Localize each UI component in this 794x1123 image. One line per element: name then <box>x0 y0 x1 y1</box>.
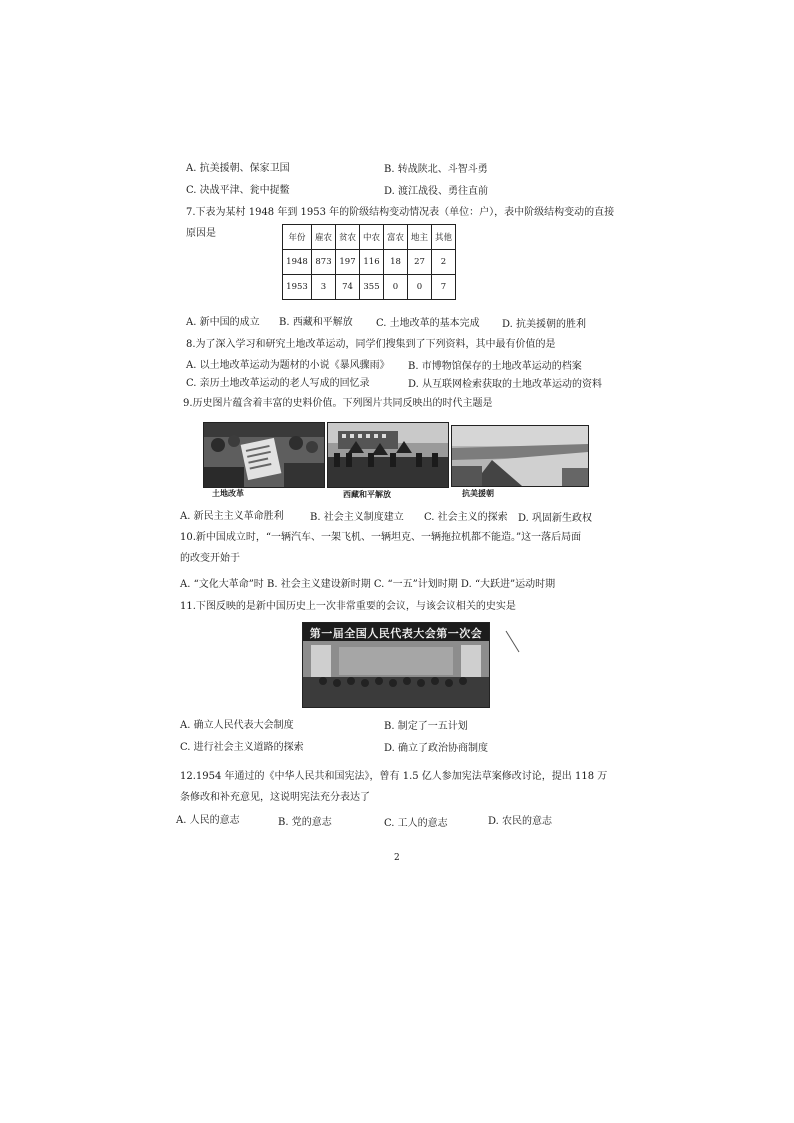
table-header-cell: 富农 <box>384 225 408 250</box>
table-header-cell: 中农 <box>360 225 384 250</box>
table-cell: 74 <box>336 275 360 300</box>
resist-us-aid-korea-photo <box>451 425 589 487</box>
q11-option-c: C. 进行社会主义道路的探索 <box>180 742 304 753</box>
table-cell: 1948 <box>283 250 312 275</box>
table-header-cell: 贫农 <box>336 225 360 250</box>
q11-option-d: D. 确立了政治协商制度 <box>384 743 489 754</box>
table-header-cell: 雇农 <box>312 225 336 250</box>
q11-option-a: A. 确立人民代表大会制度 <box>180 720 294 731</box>
table-header-row <box>283 225 456 250</box>
q7-option-d: D. 抗美援朝的胜利 <box>502 319 587 330</box>
class-structure-table <box>282 224 456 300</box>
table-cell: 116 <box>360 250 384 275</box>
q9-option-b: B. 社会主义制度建立 <box>310 512 404 523</box>
table-cell: 3 <box>312 275 336 300</box>
q8-option-c: C. 亲历土地改革运动的老人写成的回忆录 <box>186 378 370 389</box>
q12-option-b: B. 党的意志 <box>278 817 332 828</box>
q12-stem-line1: 12.1954 年通过的《中华人民共和国宪法》，曾有 1.5 亿人参加宪法草案修改讨论，提出 118 万 <box>180 771 608 782</box>
q11-option-b: B. 制定了一五计划 <box>384 721 468 732</box>
resist-us-aid-korea-illustration <box>452 426 588 486</box>
q10-stem-line1: 10.新中国成立时，“一辆汽车、一架飞机、一辆坦克、一辆拖拉机都不能造。”这一落后局面 <box>180 532 582 543</box>
q8-stem: 8.为了深入学习和研究土地改革运动，同学们搜集到了下列资料，其中最有价值的是 <box>186 339 556 350</box>
q8-option-b: B. 市博物馆保存的土地改革运动的档案 <box>408 361 582 372</box>
table-cell: 18 <box>384 250 408 275</box>
photo-caption: 抗美援朝 <box>462 488 494 498</box>
table-cell: 197 <box>336 250 360 275</box>
q7-option-c: C. 土地改革的基本完成 <box>376 318 480 329</box>
q8-option-d: D. 从互联网检索获取的土地改革运动的资料 <box>408 379 603 390</box>
table-header-cell: 年份 <box>283 225 312 250</box>
q8-option-a: A. 以土地改革运动为题材的小说《暴风骤雨》 <box>186 360 390 371</box>
table-cell: 1953 <box>283 275 312 300</box>
q9-option-a: A. 新民主主义革命胜利 <box>180 511 284 522</box>
q7-stem-line2: 原因是 <box>186 228 216 239</box>
table-cell: 0 <box>408 275 432 300</box>
table-header-cell: 地主 <box>408 225 432 250</box>
q12-stem-line2: 条修改和补充意见，这说明宪法充分表达了 <box>180 792 370 803</box>
table-cell: 873 <box>312 250 336 275</box>
photo-caption: 土地改革 <box>212 488 244 498</box>
q6-option-a: A. 抗美援朝、保家卫国 <box>186 163 290 174</box>
q6-option-b: B. 转战陕北、斗智斗勇 <box>384 164 488 175</box>
q10-stem-line2: 的改变开始于 <box>180 553 240 564</box>
table-cell: 2 <box>432 250 456 275</box>
q6-option-d: D. 渡江战役、勇往直前 <box>384 186 489 197</box>
table-cell: 27 <box>408 250 432 275</box>
table-row <box>283 250 456 275</box>
q12-option-d: D. 农民的意志 <box>488 816 553 827</box>
tibet-liberation-illustration <box>328 423 448 487</box>
table-cell: 355 <box>360 275 384 300</box>
q7-option-b: B. 西藏和平解放 <box>279 317 353 328</box>
land-reform-illustration <box>204 423 324 487</box>
q9-option-c: C. 社会主义的探索 <box>424 512 508 523</box>
q10-options: A. “文化大革命”时 B. 社会主义建设新时期 C. “一五”计划时期 D. “大跃进”运动时期 <box>180 579 556 590</box>
npc-session-photo <box>302 622 490 708</box>
photo-caption: 西藏和平解放 <box>343 489 391 499</box>
table-cell: 0 <box>384 275 408 300</box>
q7-option-a: A. 新中国的成立 <box>186 317 260 328</box>
scan-mark <box>503 628 523 658</box>
q6-option-c: C. 决战平津、瓮中捉鳖 <box>186 185 290 196</box>
page-number: 2 <box>394 853 400 863</box>
tibet-liberation-photo <box>327 422 449 488</box>
table-header-cell: 其他 <box>432 225 456 250</box>
q12-option-c: C. 工人的意志 <box>384 818 448 829</box>
q11-stem: 11.下图反映的是新中国历史上一次非常重要的会议，与该会议相关的史实是 <box>180 601 516 612</box>
land-reform-photo <box>203 422 325 488</box>
q12-option-a: A. 人民的意志 <box>176 815 240 826</box>
q7-stem-line1: 7.下表为某村 1948 年到 1953 年的阶级结构变动情况表（单位：户），表中阶级结构变动的直接 <box>186 207 615 218</box>
table-cell: 7 <box>432 275 456 300</box>
table-row <box>283 275 456 300</box>
q9-stem: 9.历史图片蕴含着丰富的史料价值。下列图片共同反映出的时代主题是 <box>183 398 493 409</box>
npc-banner-text: 第一届全国人民代表大会第一次会 <box>309 627 483 640</box>
q9-option-d: D. 巩固新生政权 <box>518 513 593 524</box>
